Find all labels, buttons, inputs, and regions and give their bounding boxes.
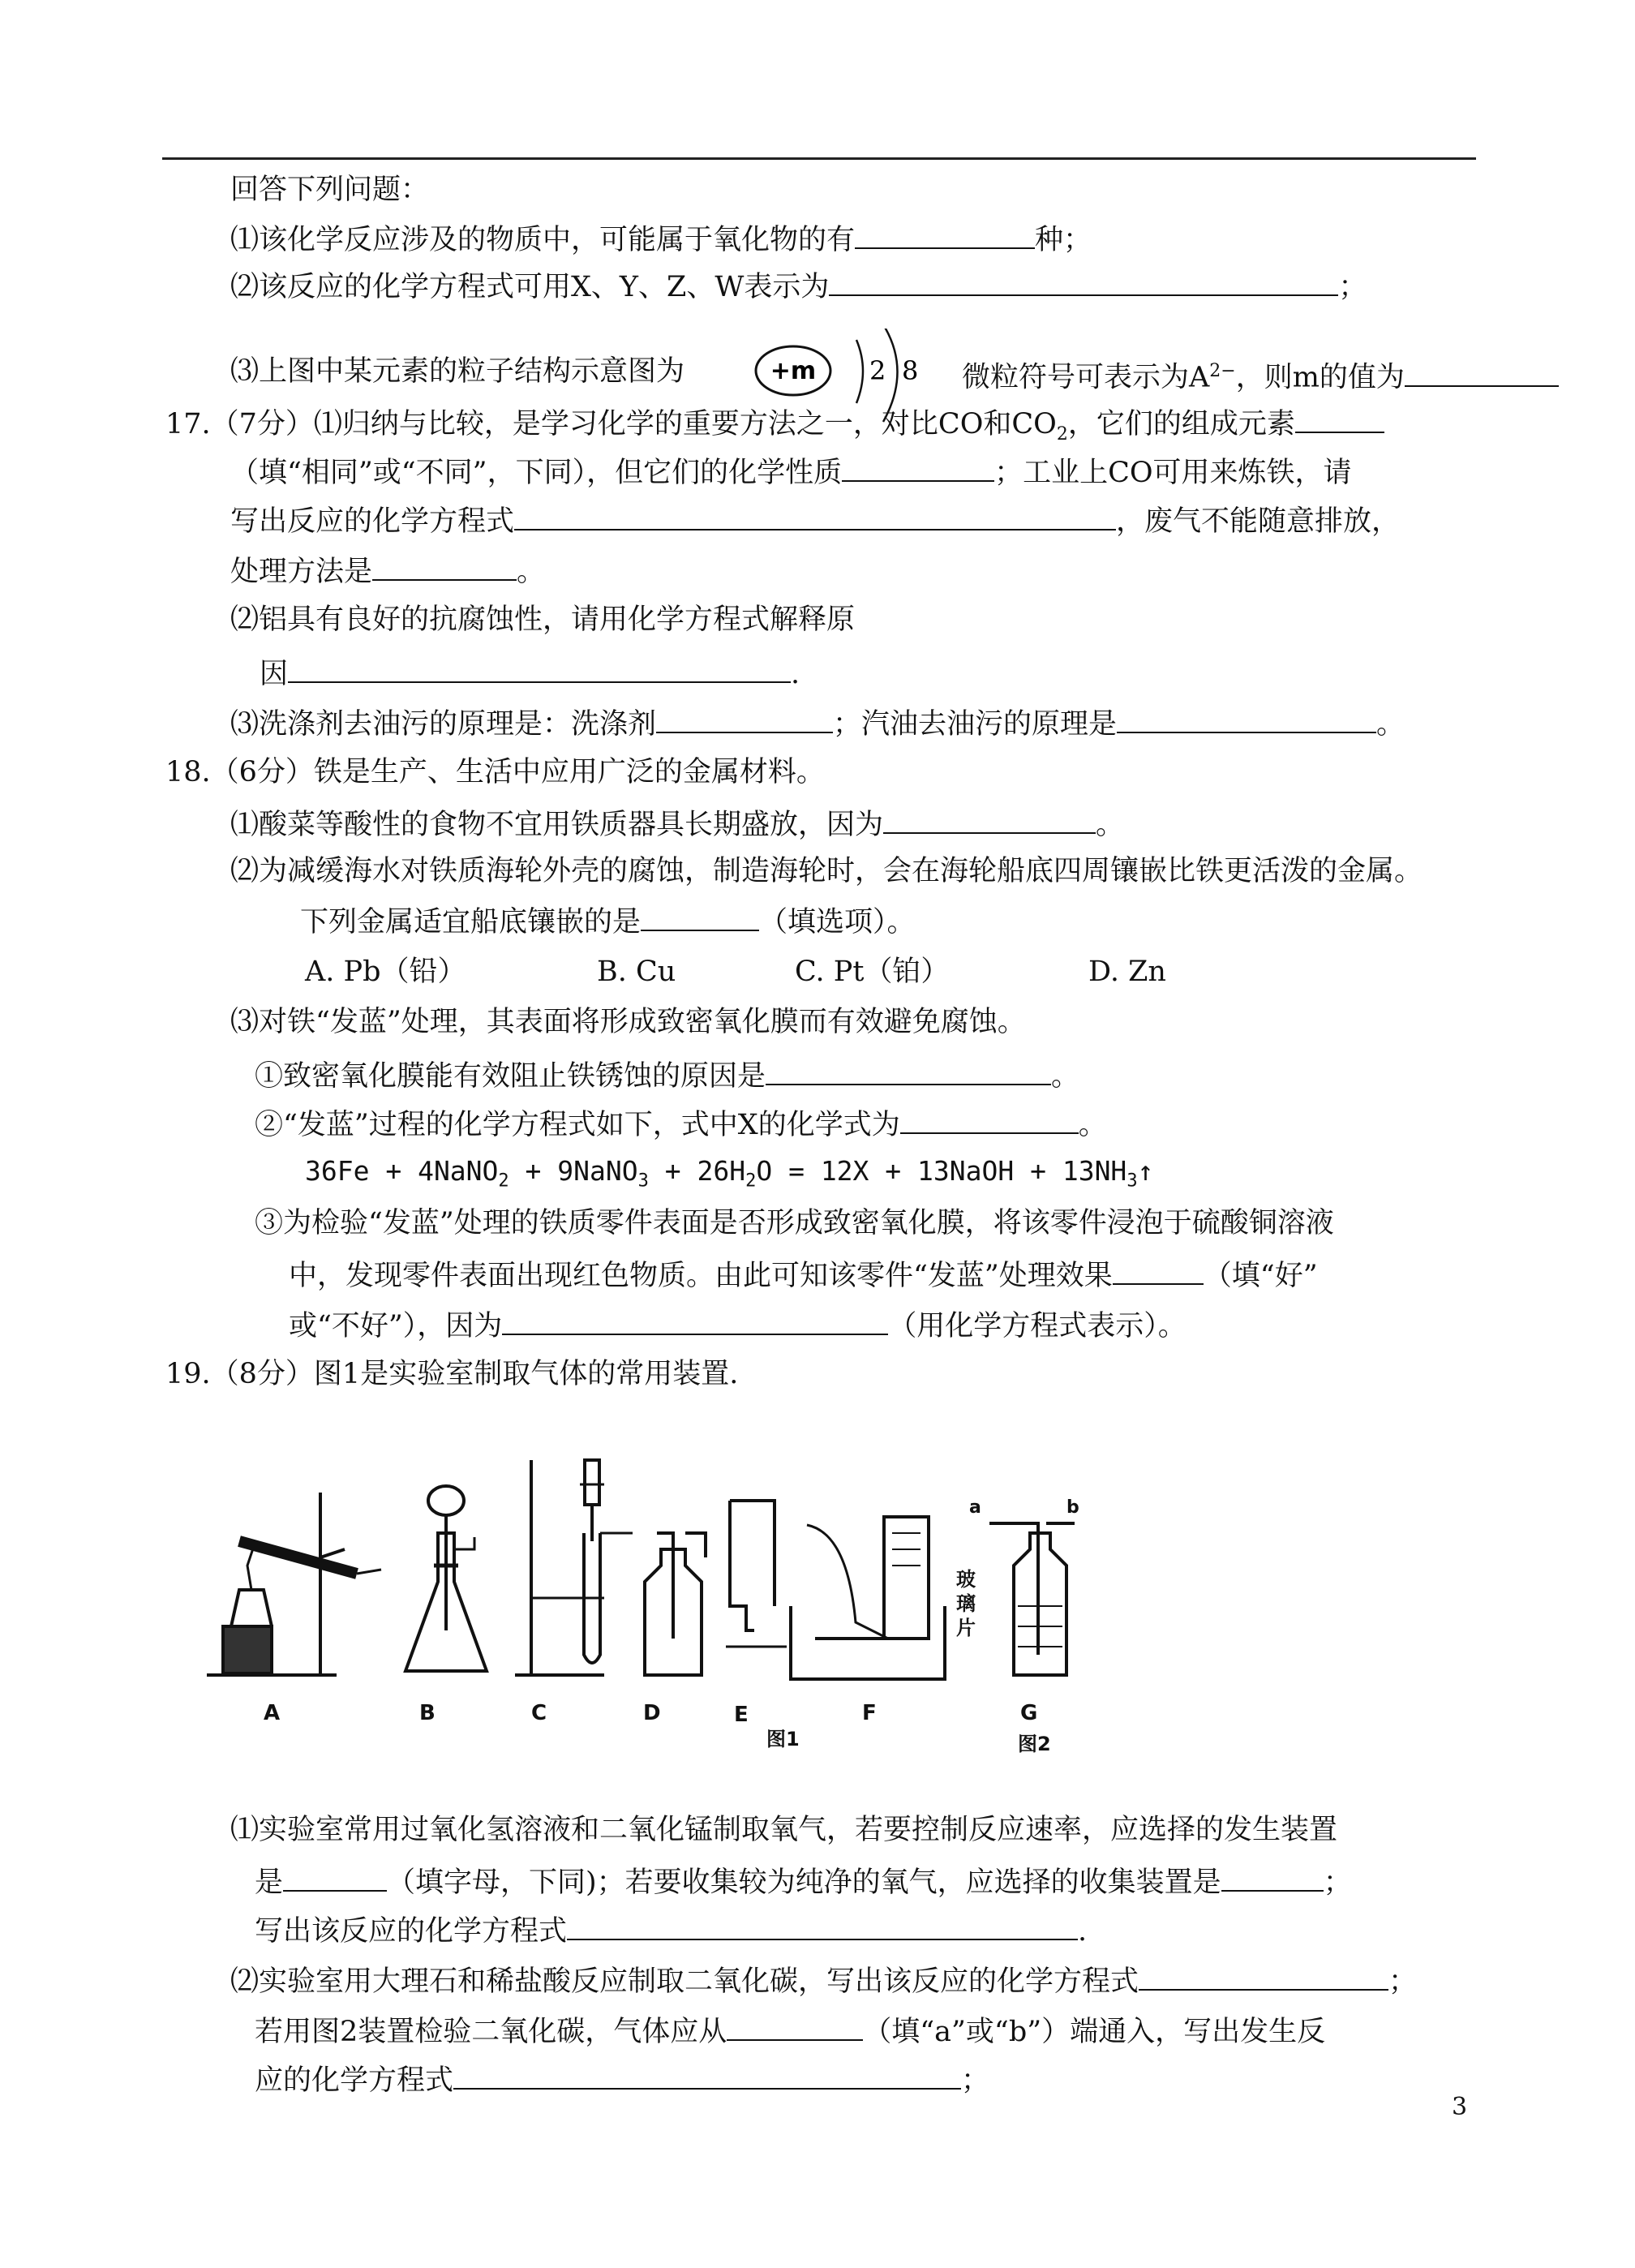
- answer-blank[interactable]: [372, 552, 517, 581]
- answer-blank[interactable]: [514, 501, 1116, 530]
- q18-line1: 18.（6分）铁是生产、生活中应用广泛的金属材料。: [165, 756, 825, 788]
- answer-blank[interactable]: [288, 654, 791, 683]
- q18-option-a[interactable]: A. Pb（铅）: [305, 956, 466, 988]
- page-number: 3: [1452, 2093, 1468, 2121]
- apparatus-e: [726, 1501, 787, 1647]
- label-f: F: [862, 1701, 877, 1725]
- q17-line4: 处理方法是 。: [230, 552, 545, 590]
- q18-equation: 36Fe + 4NaNO$_2$ + 9NaNO$_3$ + $26H_2O = 12X$ + 13NaOH + $13NH_3↑$: [305, 1155, 1154, 1192]
- shell-electrons: 2: [869, 355, 886, 386]
- q18-option-c[interactable]: C. Pt（铂）: [795, 956, 950, 988]
- q17-line6: 因 .: [260, 654, 800, 692]
- q18-line8: ②“发蓝”过程的化学方程式如下，式中X的化学式为 。: [255, 1105, 1107, 1143]
- apparatus-g: [989, 1523, 1075, 1675]
- answer-blank[interactable]: [656, 704, 833, 733]
- label-d: D: [643, 1701, 661, 1725]
- label-a: A: [264, 1701, 281, 1725]
- electron-shell-arc: [856, 340, 863, 403]
- q19-line6: 若用图2装置检验二氧化碳，气体应从 （填“a”或“b”）端通入，写出发生反: [255, 2012, 1325, 2050]
- answer-blank[interactable]: [883, 805, 1096, 834]
- answer-blank[interactable]: [900, 1105, 1079, 1134]
- q19-line7: 应的化学方程式 ；: [255, 2060, 989, 2098]
- q18-option-b[interactable]: B. Cu: [597, 956, 676, 988]
- fig2-caption: 图2: [1018, 1733, 1051, 1755]
- glass-label: 璃: [956, 1592, 976, 1615]
- q16-part1: ⑴该化学反应涉及的物质中，可能属于氧化物的有 种；: [230, 220, 1092, 258]
- answer-blank[interactable]: [829, 267, 1338, 296]
- q16-part3: ⑶上图中某元素的粒子结构示意图为: [230, 355, 685, 388]
- q18-line11: 中，发现零件表面出现红色物质。由此可知该零件“发蓝”处理效果 （填“好”: [289, 1256, 1318, 1294]
- glass-label: 玻: [956, 1568, 976, 1591]
- answer-blank[interactable]: [453, 2060, 961, 2090]
- answer-blank[interactable]: [766, 1056, 1051, 1085]
- q16-part2: ⑵该反应的化学方程式可用X、Y、Z、W表示为 ；: [230, 267, 1367, 305]
- q18-line2: ⑴酸菜等酸性的食物不宜用铁质器具长期盛放，因为 。: [230, 805, 1124, 843]
- answer-blank[interactable]: [567, 1911, 1078, 1940]
- q16-intro: 回答下列问题：: [230, 174, 430, 206]
- port-b-label: b: [1066, 1497, 1079, 1518]
- apparatus-a: [207, 1493, 381, 1675]
- answer-blank[interactable]: [283, 1862, 387, 1892]
- answer-blank[interactable]: [727, 2012, 863, 2041]
- q18-line6: ⑶对铁“发蓝”处理，其表面将形成致密氧化膜而有效避免腐蚀。: [230, 1006, 1026, 1038]
- q17-line1: 17.（7分）⑴归纳与比较，是学习化学的重要方法之一，对比CO和$CO_2$，它们的组成元素: [165, 404, 1384, 453]
- answer-blank[interactable]: [1117, 704, 1376, 733]
- q18-line4: 下列金属适宜船底镶嵌的是 （填选项）。: [300, 902, 916, 940]
- q17-line5: ⑵铝具有良好的抗腐蚀性，请用化学方程式解释原: [230, 604, 856, 636]
- fig1-caption: 图1: [766, 1728, 800, 1750]
- answer-blank[interactable]: [641, 902, 759, 931]
- answer-blank[interactable]: [1405, 358, 1559, 387]
- q17-line3: 写出反应的化学方程式 ，废气不能随意排放，: [230, 501, 1400, 539]
- shell-electrons: 8: [902, 355, 919, 386]
- answer-blank[interactable]: [1139, 1961, 1388, 1991]
- q17-line2: （填“相同”或“不同”，下同），但它们的化学性质 ；工业上CO可用来炼铁，请: [230, 453, 1352, 491]
- q18-line7: ①致密氧化膜能有效阻止铁锈蚀的原因是 。: [255, 1056, 1079, 1094]
- lab-apparatus-figure: [207, 1444, 1115, 1768]
- q19-line5: ⑵实验室用大理石和稀盐酸反应制取二氧化碳，写出该反应的化学方程式 ；: [230, 1961, 1417, 2000]
- q19-line2: ⑴实验室常用过氧化氢溶液和二氧化锰制取氧气，若要控制反应速率，应选择的发生装置: [230, 1814, 1338, 1846]
- label-e: E: [734, 1703, 749, 1727]
- port-a-label: a: [969, 1497, 981, 1518]
- q17-line7: ⑶洗涤剂去油污的原理是：洗涤剂 ；汽油去油污的原理是 。: [230, 704, 1405, 742]
- apparatus-d: [645, 1533, 706, 1675]
- glass-label: 片: [956, 1617, 976, 1639]
- label-c: C: [531, 1701, 547, 1725]
- answer-blank[interactable]: [842, 453, 994, 482]
- apparatus-b: [406, 1486, 487, 1671]
- apparatus-f: [791, 1517, 945, 1679]
- label-b: B: [419, 1701, 436, 1725]
- answer-blank[interactable]: [1113, 1256, 1204, 1285]
- q16-part3-cont: 微粒符号可表示为$A^{2-}$，则m的值为: [962, 354, 1559, 396]
- nucleus-label: +m: [770, 357, 817, 385]
- answer-blank[interactable]: [855, 220, 1035, 249]
- answer-blank[interactable]: [502, 1306, 888, 1335]
- answer-blank[interactable]: [1295, 404, 1384, 433]
- apparatus-c: [515, 1460, 633, 1675]
- q18-option-d[interactable]: D. Zn: [1088, 956, 1166, 988]
- q18-line3: ⑵为减缓海水对铁质海轮外壳的腐蚀，制造海轮时，会在海轮船底四周镶嵌比铁更活泼的金属。: [230, 855, 1423, 887]
- q18-line12: 或“不好”），因为 （用化学方程式表示）。: [289, 1306, 1187, 1344]
- q18-line10: ③为检验“发蓝”处理的铁质零件表面是否形成致密氧化膜，将该零件浸泡于硫酸铜溶液: [255, 1207, 1334, 1239]
- label-g: G: [1020, 1701, 1038, 1725]
- header-rule: [162, 157, 1476, 160]
- q19-line3: 是 （填字母，下同)；若要收集较为纯净的氧气，应选择的收集装置是 ；: [255, 1862, 1352, 1901]
- q19-line1: 19.（8分）图1是实验室制取气体的常用装置.: [165, 1358, 739, 1390]
- q19-line4: 写出该反应的化学方程式 .: [255, 1911, 1087, 1949]
- answer-blank[interactable]: [1221, 1862, 1324, 1892]
